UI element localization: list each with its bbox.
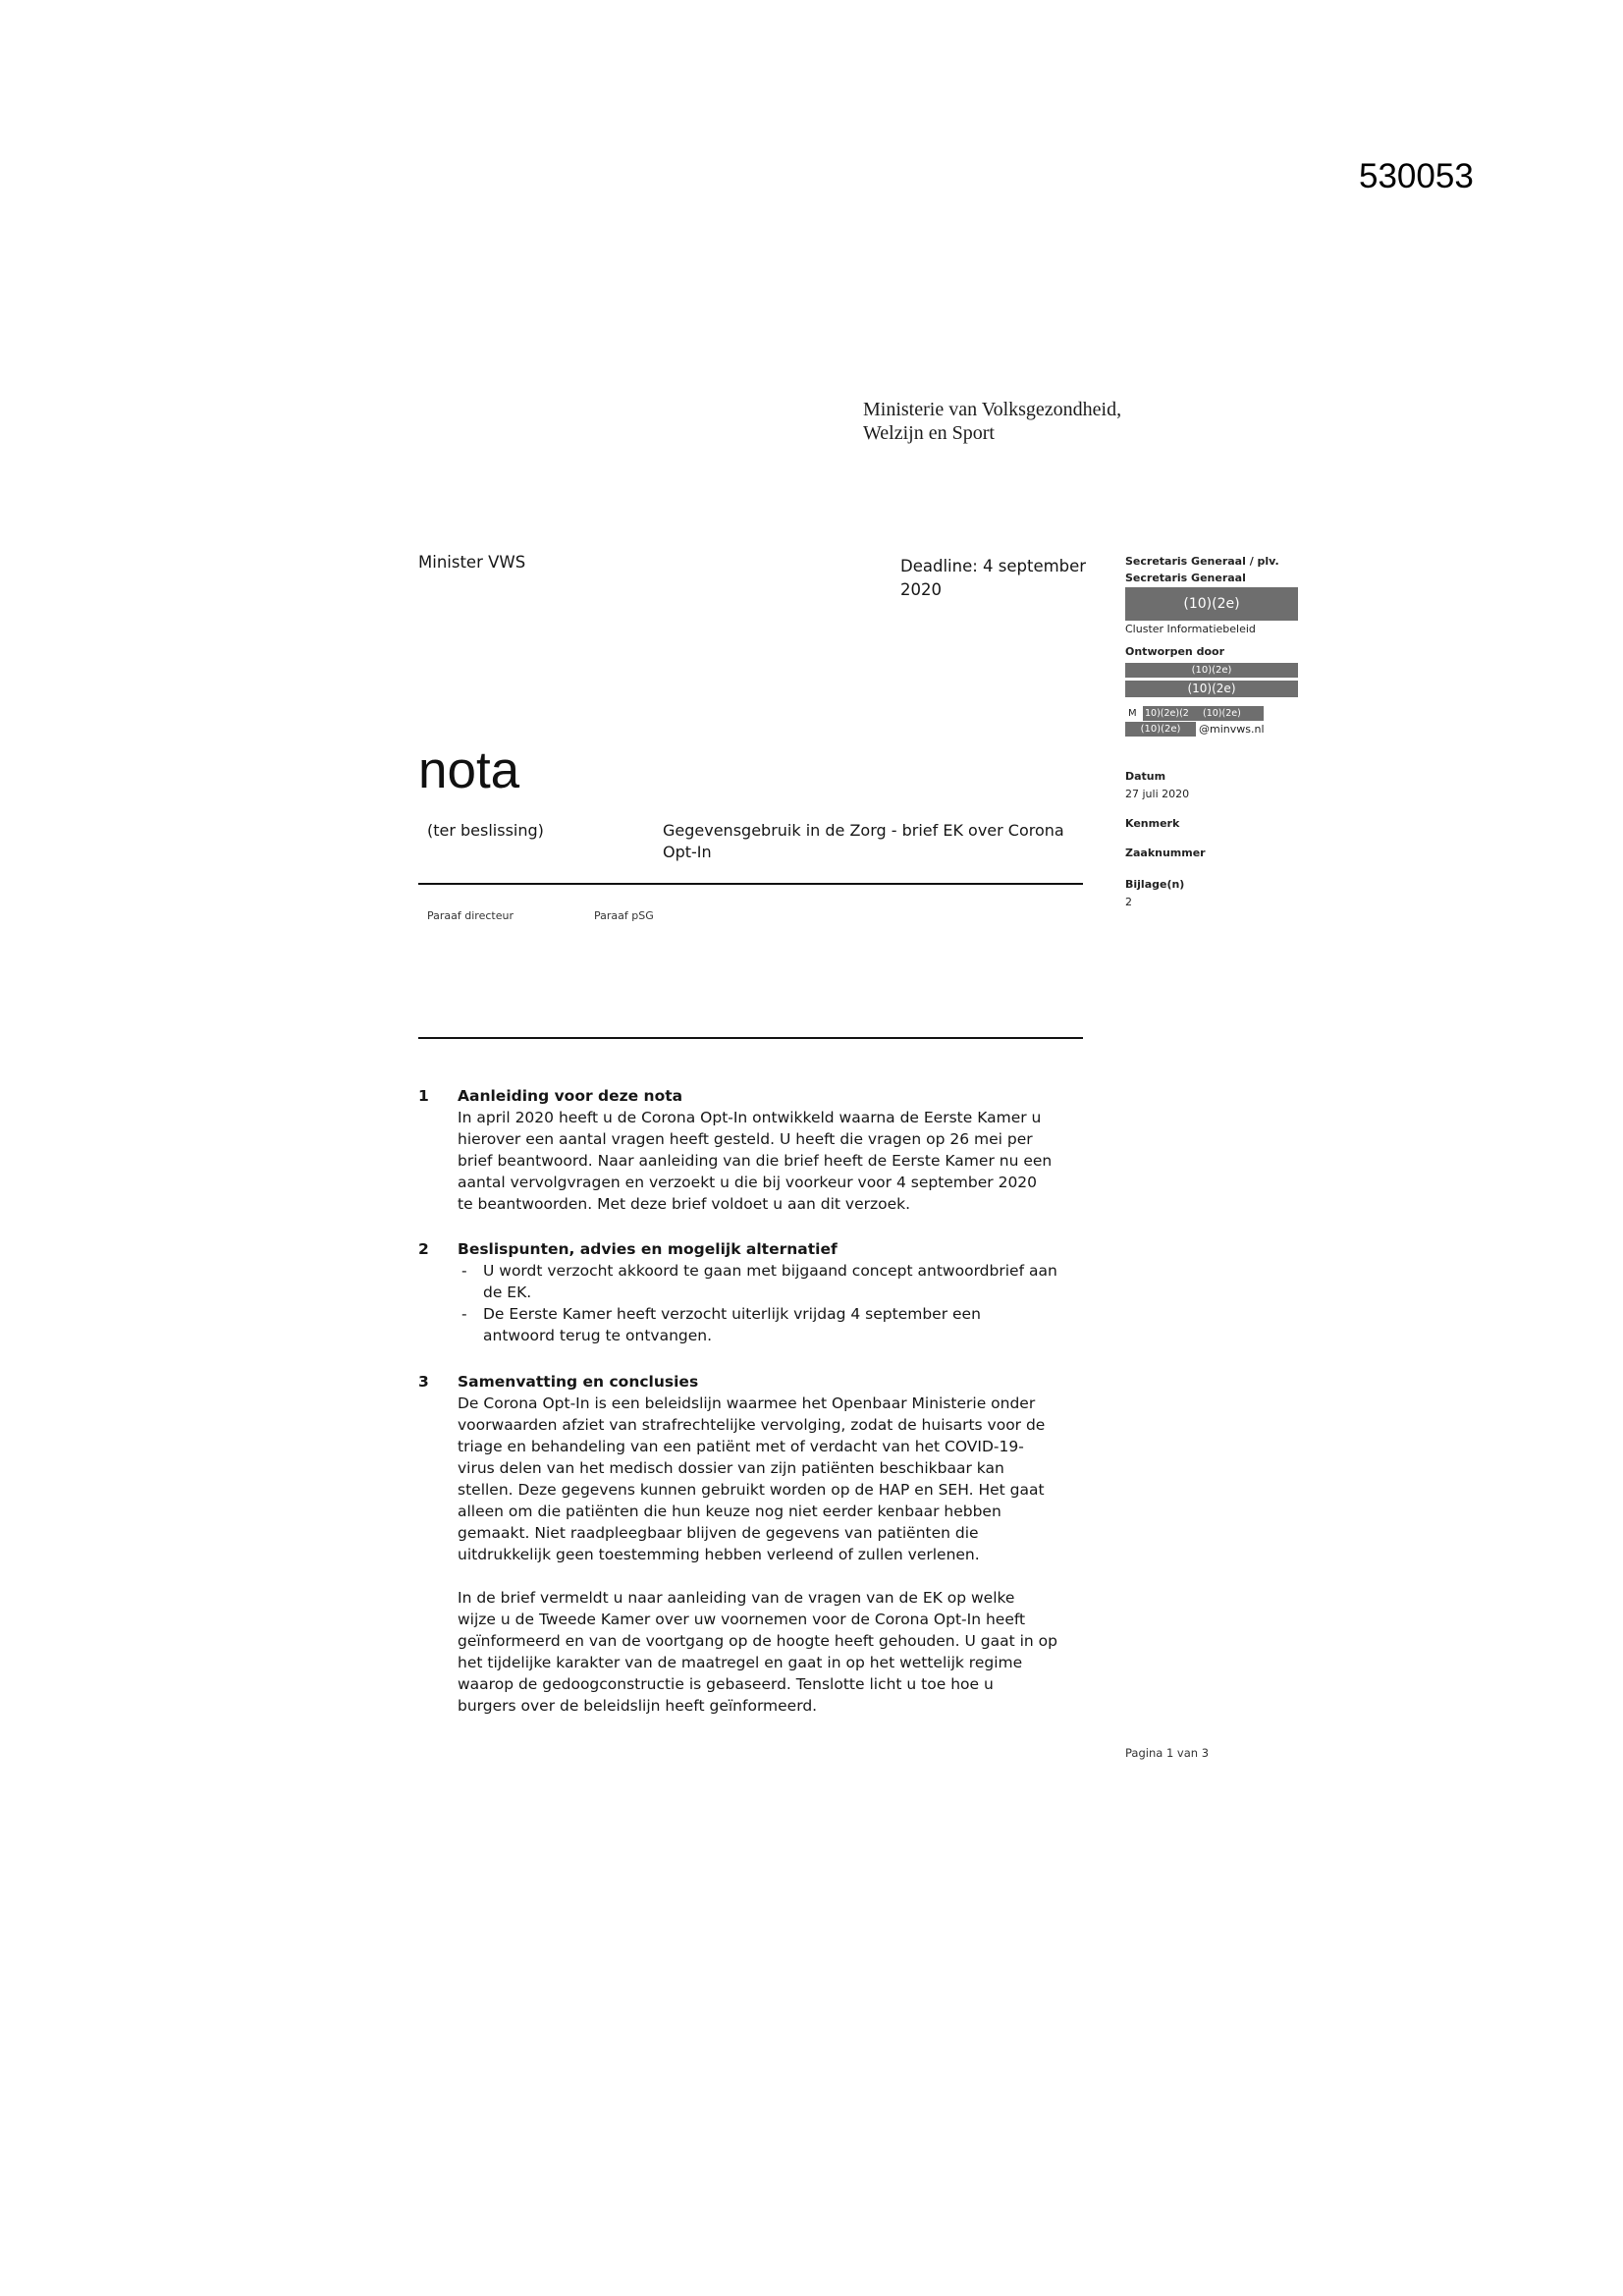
text-line: alleen om die patiënten die hun keuze nog niet eerder kenbaar hebben <box>458 1503 1001 1520</box>
date-label: Datum <box>1125 770 1166 783</box>
designed-by-label: Ontworpen door <box>1125 645 1224 658</box>
text-line: hierover een aantal vragen heeft gesteld. U heeft die vragen op 26 mei per <box>458 1130 1033 1148</box>
divider <box>418 883 1083 885</box>
deadline-line-1: Deadline: 4 september <box>900 557 1087 575</box>
case-number-label: Zaaknummer <box>1125 847 1206 859</box>
paragraph-gap <box>458 1565 1057 1587</box>
redaction-box: (10)(2e) <box>1125 663 1298 678</box>
text-line: aantal vervolgvragen en verzoekt u die bij voorkeur voor 4 september 2020 <box>458 1174 1038 1191</box>
text-line: gemaakt. Niet raadpleegbaar blijven de gegevens van patiënten die <box>458 1524 979 1542</box>
text-line: De Eerste Kamer heeft verzocht uiterlijk vrijdag 4 september een <box>483 1305 981 1323</box>
ministry-logotype <box>863 398 1121 445</box>
redaction-text: 10)(2e)(2 <box>1145 708 1189 719</box>
text-line: waarop de gedoogconstructie is gebaseerd. Tenslotte licht u toe hoe u <box>458 1675 994 1693</box>
paragraph <box>458 1587 1057 1717</box>
divider <box>418 1037 1083 1039</box>
text-line: In de brief vermeldt u naar aanleiding van de vragen van de EK op welke <box>458 1589 1015 1607</box>
section-number: 2 <box>418 1240 429 1258</box>
text-line: burgers over de beleidslijn heeft geïnformeerd. <box>458 1697 818 1715</box>
text-line: virus delen van het medisch dossier van zijn patiënten beschikbaar kan <box>458 1459 1004 1477</box>
email-domain: @minvws.nl <box>1199 723 1265 736</box>
redaction-text: (10)(2e) <box>1203 708 1241 719</box>
bullet-dash: - <box>461 1262 467 1280</box>
text-line: te beantwoorden. Met deze brief voldoet u aan dit verzoek. <box>458 1195 911 1213</box>
deadline <box>900 555 1086 602</box>
subject-line-2: Opt-In <box>663 843 712 861</box>
attachments-label: Bijlage(n) <box>1125 878 1185 891</box>
paragraph <box>458 1393 1057 1565</box>
sg-label-line-2: Secretaris Generaal <box>1125 572 1246 584</box>
addressee: Minister VWS <box>418 553 526 572</box>
bullet-dash: - <box>461 1305 467 1323</box>
subject <box>663 820 1064 863</box>
subject-line-1: Gegevensgebruik in de Zorg - brief EK over Corona <box>663 821 1064 840</box>
section-body <box>458 1085 1052 1215</box>
list-item <box>458 1303 1057 1346</box>
text-line: geïnformeerd en van de voortgang op de hoogte heeft gehouden. U gaat in op <box>458 1632 1057 1650</box>
redaction-box <box>1143 706 1264 721</box>
cluster-name: Cluster Informatiebeleid <box>1125 623 1256 635</box>
text-line: brief beantwoord. Naar aanleiding van die brief heeft de Eerste Kamer nu een <box>458 1152 1053 1170</box>
document-title: nota <box>418 741 520 799</box>
text-line: voorwaarden afziet van strafrechtelijke vervolging, zodat de huisarts voor de <box>458 1416 1046 1434</box>
sg-label <box>1125 553 1279 586</box>
date-value: 27 juli 2020 <box>1125 788 1190 800</box>
redaction-box: (10)(2e) <box>1125 722 1196 737</box>
text-line: U wordt verzocht akkoord te gaan met bijgaand concept antwoordbrief aan <box>483 1262 1057 1280</box>
text-line: De Corona Opt-In is een beleidslijn waarmee het Openbaar Ministerie onder <box>458 1394 1036 1412</box>
ministry-name-line-1: Ministerie van Volksgezondheid, <box>863 399 1122 420</box>
text-line: wijze u de Tweede Kamer over uw voornemen voor de Corona Opt-In heeft <box>458 1611 1026 1628</box>
section-heading: Aanleiding voor deze nota <box>458 1087 683 1105</box>
document-number: 530053 <box>1359 157 1474 195</box>
text-line: de EK. <box>483 1284 532 1301</box>
page-number: Pagina 1 van 3 <box>1125 1746 1210 1760</box>
redaction-box: (10)(2e) <box>1125 681 1298 697</box>
section-body <box>458 1238 1057 1346</box>
text-line: stellen. Deze gegevens kunnen gebruikt worden op de HAP en SEH. Het gaat <box>458 1481 1045 1499</box>
reference-label: Kenmerk <box>1125 817 1180 830</box>
mobile-prefix: M <box>1128 708 1137 719</box>
section-body <box>458 1371 1057 1717</box>
text-line: triage en behandeling van een patiënt met of verdacht van het COVID-19- <box>458 1438 1024 1455</box>
text-line: uitdrukkelijk geen toestemming hebben verleend of zullen verlenen. <box>458 1546 980 1563</box>
section-number: 1 <box>418 1087 429 1105</box>
initials-psg-label: Paraaf pSG <box>594 909 654 922</box>
section-heading: Beslispunten, advies en mogelijk alternatief <box>458 1240 838 1258</box>
deadline-line-2: 2020 <box>900 580 942 599</box>
attachments-value: 2 <box>1125 896 1132 908</box>
ministry-name-line-2: Welzijn en Sport <box>863 422 995 444</box>
note-type: (ter beslissing) <box>427 821 544 840</box>
sg-label-line-1: Secretaris Generaal / plv. <box>1125 555 1279 568</box>
initials-director-label: Paraaf directeur <box>427 909 514 922</box>
list-item <box>458 1260 1057 1303</box>
text-line: antwoord terug te ontvangen. <box>483 1327 713 1344</box>
section-heading: Samenvatting en conclusies <box>458 1373 699 1391</box>
text-line: het tijdelijke karakter van de maatregel en gaat in op het wettelijk regime <box>458 1654 1023 1671</box>
text-line: In april 2020 heeft u de Corona Opt-In ontwikkeld waarna de Eerste Kamer u <box>458 1109 1042 1126</box>
section-number: 3 <box>418 1373 429 1391</box>
redaction-box: (10)(2e) <box>1125 587 1298 621</box>
